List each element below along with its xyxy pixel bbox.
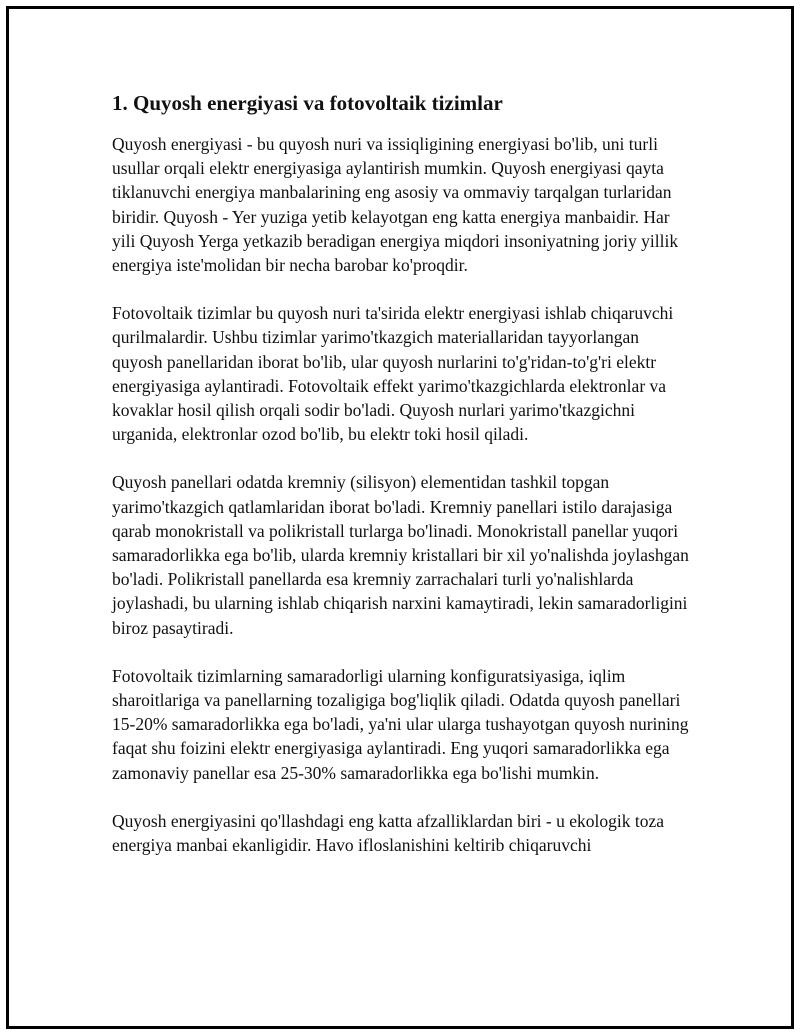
paragraph-solar-panels: Quyosh panellari odatda kremniy (silisyon) elementidan tashkil topgan yarimo'tkazgich qatlamlaridan iborat bo'ladi. Kremniy panellari istilo darajasiga qarab monokristall va polikristall turlarga bo'linadi. Monokristall panellar yuqori samaradorlikka ega bo'lib, ularda kremniy kristallari bir xil yo'nalishda joylashgan bo'ladi. Polikristall panellarda esa kremniy zarrachalari turli yo'nalishlarda joylashadi, bu ularning ishlab chiqarish narxini kamaytiradi, lekin samaradorligini biroz pasaytiradi. <box>112 472 689 638</box>
paragraph-solar-energy: Quyosh energiyasi - bu quyosh nuri va issiqligining energiyasi bo'lib, uni turli usullar orqali elektr energiyasiga aylantirish mumkin. Quyosh energiyasi qayta tiklanuvchi energiya manbalarining eng asosiy va ommaviy tarqalgan turlaridan biridir. Quyosh - Yer yuziga yetib kelayotgan eng katta energiya manbaidir. Har yili Quyosh Yerga yetkazib beradigan energiya miqdori insoniyatning joriy yillik energiya iste'molidan bir necha barobar ko'proqdir. <box>112 134 679 276</box>
section-heading: 1. Quyosh energiyasi va fotovoltaik tizimlar <box>112 91 503 115</box>
paragraph-advantages: Quyosh energiyasini qo'llashdagi eng katta afzalliklardan biri - u ekologik toza energiya manbai ekanligidir. Havo ifloslanishini keltirib chiqaruvchi <box>112 810 664 856</box>
paragraph-efficiency: Fotovoltaik tizimlarning samaradorligi ularning konfiguratsiyasiga, iqlim sharoitlariga va panellarning tozaligiga bog'liqlik qiladi. Odatda quyosh panellari 15-20% samaradorlikka ega bo'ladi, ya'ni ular ularga tushayotgan quyosh nurining faqat shu foizini elektr energiyasiga aylantiradi. Eng yuqori samaradorlikka ega zamonaviy panellar esa 25-30% samaradorlikka ega bo'lishi mumkin. <box>112 665 689 783</box>
document-body <box>112 88 692 881</box>
paragraph-photovoltaic-systems: Fotovoltaik tizimlar bu quyosh nuri ta'sirida elektr energiyasi ishlab chiqaruvchi qurilmalardir. Ushbu tizimlar yarimo'tkazgich materiallaridan tayyorlangan quyosh panellaridan iborat bo'lib, ular quyosh nurlarini to'g'ridan-to'g'ri elektr energiyasiga aylantiradi. Fotovoltaik effekt yarimo'tkazgichlarda elektronlar va kovaklar hosil qilish orqali sodir bo'ladi. Quyosh nurlari yarimo'tkazgichni urganida, elektronlar ozod bo'lib, bu elektr toki hosil qiladi. <box>112 303 674 445</box>
